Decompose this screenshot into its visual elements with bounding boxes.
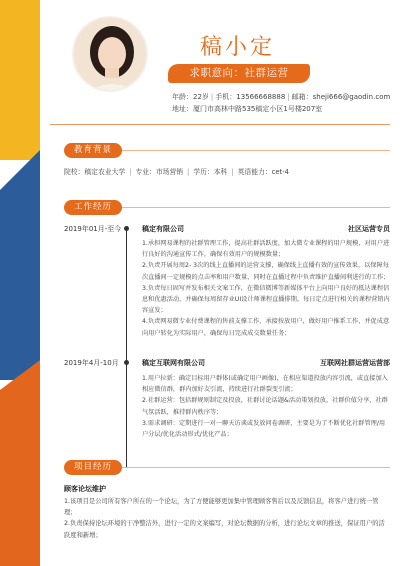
- job-duty: 1.用户拉新：确定目标用户群体(或确定用户画像)，在相应渠道投放内容引流，或直接加入相应微信群，群内加好友引流，持续进行社群裂变引流；: [142, 375, 388, 394]
- job-description: [142, 373, 390, 440]
- job-date: 2019年4月-10月: [64, 359, 119, 367]
- header-divider: [50, 124, 390, 125]
- job-duty: 3.需求调研：定期进行一对一聊天访谈或发放问卷调研，主要是为了不断优化社群管理/用户分层/优化活动形式/优化产品；: [142, 419, 386, 439]
- decor-strip-orange: [0, 360, 40, 566]
- job-duty: 2.负责开展每周2- 3次的线上直播间的运营支撑，确保线上直播有效的宣传效果，以保障每次直播间一定规模的点击率和用户数量，同时在直播过程中负责维护直播间利进行的工作；: [142, 262, 390, 281]
- timeline-dot: [124, 226, 129, 231]
- section-line-experience: [122, 207, 390, 208]
- job-objective-badge: 求职意向：社群运营: [168, 64, 310, 83]
- profile-photo: [72, 16, 148, 92]
- job-description: [142, 238, 390, 339]
- job-duty: 1.承担网易课程的社群管理工作，提高社群活跃度，加大微专业课程的用户规模，对用户进行良好的沟通宣传工作，确保有效用户的规模数量；: [142, 240, 390, 259]
- english-text: 英语能力：cet-4: [237, 168, 289, 176]
- major-text: 专业：市场营销: [135, 168, 184, 176]
- education-row: 院校：稿定农业大学 | 专业：市场营销 | 学历：本科 | 英语能力：cet-4: [64, 168, 289, 176]
- address-text: 地址：厦门市高林中路535稿定小区1号楼207室: [172, 105, 323, 113]
- email-text: 邮箱：sheji666@gaodin.com: [291, 93, 391, 101]
- contact-row-1: 年龄：22岁 | 手机：13566668888 | 邮箱：sheji666@gaodin.com: [172, 93, 391, 101]
- job-date: 2019年01月-至今: [64, 225, 122, 233]
- section-title-projects: 项目经历: [64, 460, 122, 475]
- section-title-experience: 工作经历: [64, 200, 122, 215]
- project-title: 顾客论坛维护: [64, 485, 106, 493]
- decor-strip-blue: [0, 150, 40, 380]
- job-duty: 2.社群运营：包括群规则制定及投放，社群讨论话题&活动策划投放，社群价值分享，社群气氛活跃，推持群内秩序等；: [142, 397, 388, 416]
- school-text: 院校：稿定农业大学: [64, 168, 126, 176]
- job-company: 稿定互联网有限公司: [142, 359, 205, 367]
- project-item: 2.负责保持论坛环境的干净整洁外，进行一定的文案编写，对论坛数据的分析，进行论坛文章的推送，保证用户的活跃度和新增；: [64, 520, 385, 539]
- section-title-education: 教育背景: [64, 143, 122, 158]
- candidate-name: 稿小定: [200, 35, 276, 60]
- job-company: 稿定有限公司: [142, 225, 184, 233]
- section-line-projects: [122, 467, 390, 468]
- contact-row-2: [172, 104, 322, 114]
- job-duty: 4.负责网易微专业付费课程的售前支撑工作，承接按放用户，做好用户推系工作，并促成意向用户转化为实际用户，确保每日完成成交数量任务；: [142, 318, 390, 337]
- decor-strip-yellow: [0, 0, 40, 160]
- degree-text: 学历：本科: [193, 168, 228, 176]
- job-role: 社区运营专员: [348, 225, 390, 233]
- job-duty: 3.负责每日固写并发布相关文案工作，在微信微博等新媒体平台上向用户良好的抵达课程信息和优惠活动，并确保每周留存业UI设计师课程直播排期，每日定点进行相关的课程营销内容宣发；: [142, 284, 390, 315]
- project-item: 1.该项目是公司所有客户所在的一个论坛，为了方便能够更加集中管理顾客售后以及反馈信息，将客户进行统一管理；: [64, 498, 379, 517]
- job-role: 互联网社群运营运营部: [320, 359, 390, 367]
- age-text: 年龄：22岁: [172, 93, 209, 101]
- section-line-education: [122, 150, 390, 151]
- project-description: [64, 496, 390, 541]
- phone-text: 手机：13566668888: [215, 93, 286, 101]
- timeline-dot: [124, 360, 129, 365]
- timeline-line: [126, 230, 127, 468]
